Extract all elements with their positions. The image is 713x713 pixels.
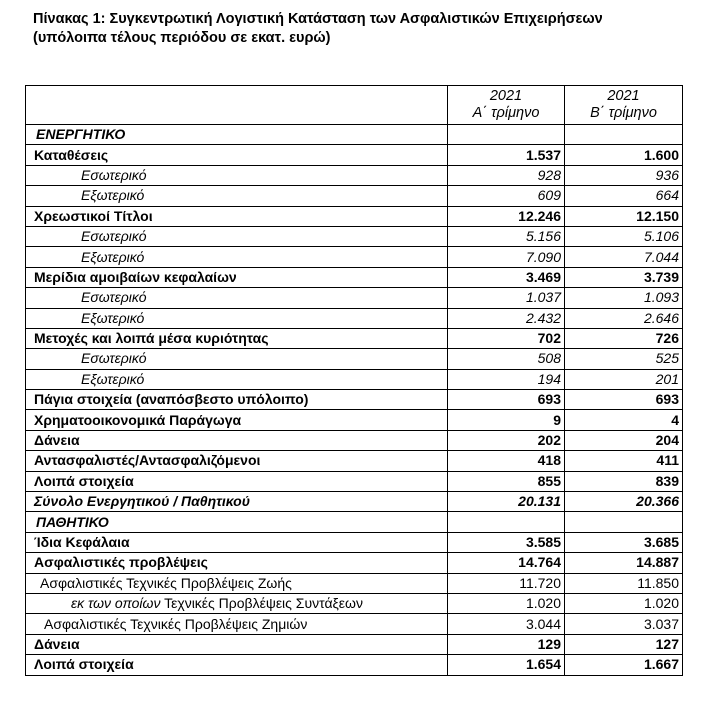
row-value-q2: 1.667	[565, 655, 683, 675]
table-row	[26, 145, 683, 165]
header-col-2-period: Β΄ τρίμηνο	[590, 105, 657, 121]
row-label: Λοιπά στοιχεία	[26, 655, 448, 675]
header-col-1-period: Α΄ τρίμηνο	[472, 105, 540, 121]
row-label: Εξωτερικό	[26, 308, 448, 328]
row-value-q1: 9	[448, 410, 565, 430]
row-value-q1	[448, 512, 565, 532]
row-value-q1: 20.131	[448, 492, 565, 512]
row-label: Ασφαλιστικές προβλέψεις	[26, 553, 448, 573]
table-row	[26, 532, 683, 552]
row-value-q2: 3.685	[565, 532, 683, 552]
row-value-q2: 411	[565, 451, 683, 471]
row-value-q1: 1.537	[448, 145, 565, 165]
table-row	[26, 390, 683, 410]
row-value-q1: 2.432	[448, 308, 565, 328]
row-value-q2: 5.106	[565, 226, 683, 246]
row-value-q2: 726	[565, 328, 683, 348]
table-row	[26, 267, 683, 287]
header-col-1	[448, 86, 565, 125]
row-value-q1: 12.246	[448, 206, 565, 226]
row-label: Ίδια Κεφάλαια	[26, 532, 448, 552]
row-value-q1: 418	[448, 451, 565, 471]
table-row	[26, 634, 683, 654]
header-row	[26, 86, 683, 125]
row-label: ΠΑΘΗΤΙΚΟ	[26, 512, 448, 532]
section-row-assets	[26, 125, 683, 145]
row-label: Μερίδια αμοιβαίων κεφαλαίων	[26, 267, 448, 287]
row-value-q1: 7.090	[448, 247, 565, 267]
row-value-q2: 3.739	[565, 267, 683, 287]
row-value-q1: 1.037	[448, 288, 565, 308]
row-value-q1: 508	[448, 349, 565, 369]
row-value-q2: 693	[565, 390, 683, 410]
table-row	[26, 553, 683, 573]
row-value-q2: 525	[565, 349, 683, 369]
row-value-q1: 855	[448, 471, 565, 491]
row-value-q2: 4	[565, 410, 683, 430]
title-line-1: Πίνακας 1: Συγκεντρωτική Λογιστική Κατάσταση των Ασφαλιστικών Επιχειρήσεων	[33, 11, 603, 27]
table-row	[26, 308, 683, 328]
row-value-q2: 1.093	[565, 288, 683, 308]
row-value-q2: 7.044	[565, 247, 683, 267]
row-label: Εσωτερικό	[26, 349, 448, 369]
table-row	[26, 369, 683, 389]
table-row	[26, 573, 683, 593]
table-row	[26, 655, 683, 675]
row-value-q1: 14.764	[448, 553, 565, 573]
row-value-q1: 1.654	[448, 655, 565, 675]
row-value-q2: 936	[565, 165, 683, 185]
row-label: Εσωτερικό	[26, 288, 448, 308]
row-value-q2: 11.850	[565, 573, 683, 593]
row-value-q1: 693	[448, 390, 565, 410]
row-value-q2: 14.887	[565, 553, 683, 573]
row-value-q1: 609	[448, 186, 565, 206]
row-label: ΕΝΕΡΓΗΤΙΚΟ	[26, 125, 448, 145]
table-row	[26, 186, 683, 206]
row-label: Μετοχές και λοιπά μέσα κυριότητας	[26, 328, 448, 348]
row-value-q2	[565, 512, 683, 532]
row-label-italic-prefix: εκ των οποίων	[71, 595, 161, 612]
table-row	[26, 593, 683, 613]
row-label	[26, 593, 448, 613]
row-value-q1: 5.156	[448, 226, 565, 246]
row-value-q1: 11.720	[448, 573, 565, 593]
table-row	[26, 471, 683, 491]
section-row-liabilities	[26, 512, 683, 532]
row-label: Λοιπά στοιχεία	[26, 471, 448, 491]
header-col-1-year: 2021	[489, 88, 523, 104]
row-label: Εξωτερικό	[26, 186, 448, 206]
row-label: Χρεωστικοί Τίτλοι	[26, 206, 448, 226]
row-value-q2: 3.037	[565, 614, 683, 634]
row-value-q1: 202	[448, 430, 565, 450]
row-label: Δάνεια	[26, 634, 448, 654]
header-col-2	[565, 86, 683, 125]
row-label: Αντασφαλιστές/Αντασφαλιζόμενοι	[26, 451, 448, 471]
row-label: Πάγια στοιχεία (αναπόσβεστο υπόλοιπο)	[26, 390, 448, 410]
table-row	[26, 226, 683, 246]
row-label: Χρηματοοικονομικά Παράγωγα	[26, 410, 448, 430]
row-label: Εσωτερικό	[26, 226, 448, 246]
row-label: Ασφαλιστικές Τεχνικές Προβλέψεις Ζημιών	[26, 614, 448, 634]
title-line-2: (υπόλοιπα τέλους περιόδου σε εκατ. ευρώ)	[33, 30, 331, 46]
row-value-q2: 1.020	[565, 593, 683, 613]
row-value-q1: 3.585	[448, 532, 565, 552]
row-value-q2: 12.150	[565, 206, 683, 226]
row-value-q2: 2.646	[565, 308, 683, 328]
table-row	[26, 206, 683, 226]
row-value-q2: 201	[565, 369, 683, 389]
row-value-q2: 839	[565, 471, 683, 491]
row-value-q1: 1.020	[448, 593, 565, 613]
row-value-q2	[565, 125, 683, 145]
row-value-q1: 928	[448, 165, 565, 185]
row-value-q1: 702	[448, 328, 565, 348]
row-value-q2: 127	[565, 634, 683, 654]
row-label: Εσωτερικό	[26, 165, 448, 185]
table-row	[26, 410, 683, 430]
table-row	[26, 349, 683, 369]
row-label: Εξωτερικό	[26, 369, 448, 389]
total-row	[26, 492, 683, 512]
table-row	[26, 165, 683, 185]
row-value-q2: 204	[565, 430, 683, 450]
table-row	[26, 247, 683, 267]
row-value-q2: 1.600	[565, 145, 683, 165]
row-label: Εξωτερικό	[26, 247, 448, 267]
row-value-q1: 3.044	[448, 614, 565, 634]
row-label: Δάνεια	[26, 430, 448, 450]
row-value-q2: 664	[565, 186, 683, 206]
table-row	[26, 451, 683, 471]
table-row	[26, 614, 683, 634]
header-col-2-year: 2021	[607, 88, 640, 104]
table-title	[33, 10, 703, 48]
row-value-q1: 129	[448, 634, 565, 654]
table-row	[26, 430, 683, 450]
row-value-q1	[448, 125, 565, 145]
table-row	[26, 328, 683, 348]
row-value-q1: 194	[448, 369, 565, 389]
row-label: Σύνολο Ενεργητικού / Παθητικού	[26, 492, 448, 512]
table-row	[26, 288, 683, 308]
header-label-cell	[26, 86, 448, 125]
row-value-q1: 3.469	[448, 267, 565, 287]
row-value-q2: 20.366	[565, 492, 683, 512]
row-label: Καταθέσεις	[26, 145, 448, 165]
row-label: Ασφαλιστικές Τεχνικές Προβλέψεις Ζωής	[26, 573, 448, 593]
row-label-text: Τεχνικές Προβλέψεις Συντάξεων	[160, 595, 363, 612]
balance-sheet-table	[25, 85, 683, 676]
